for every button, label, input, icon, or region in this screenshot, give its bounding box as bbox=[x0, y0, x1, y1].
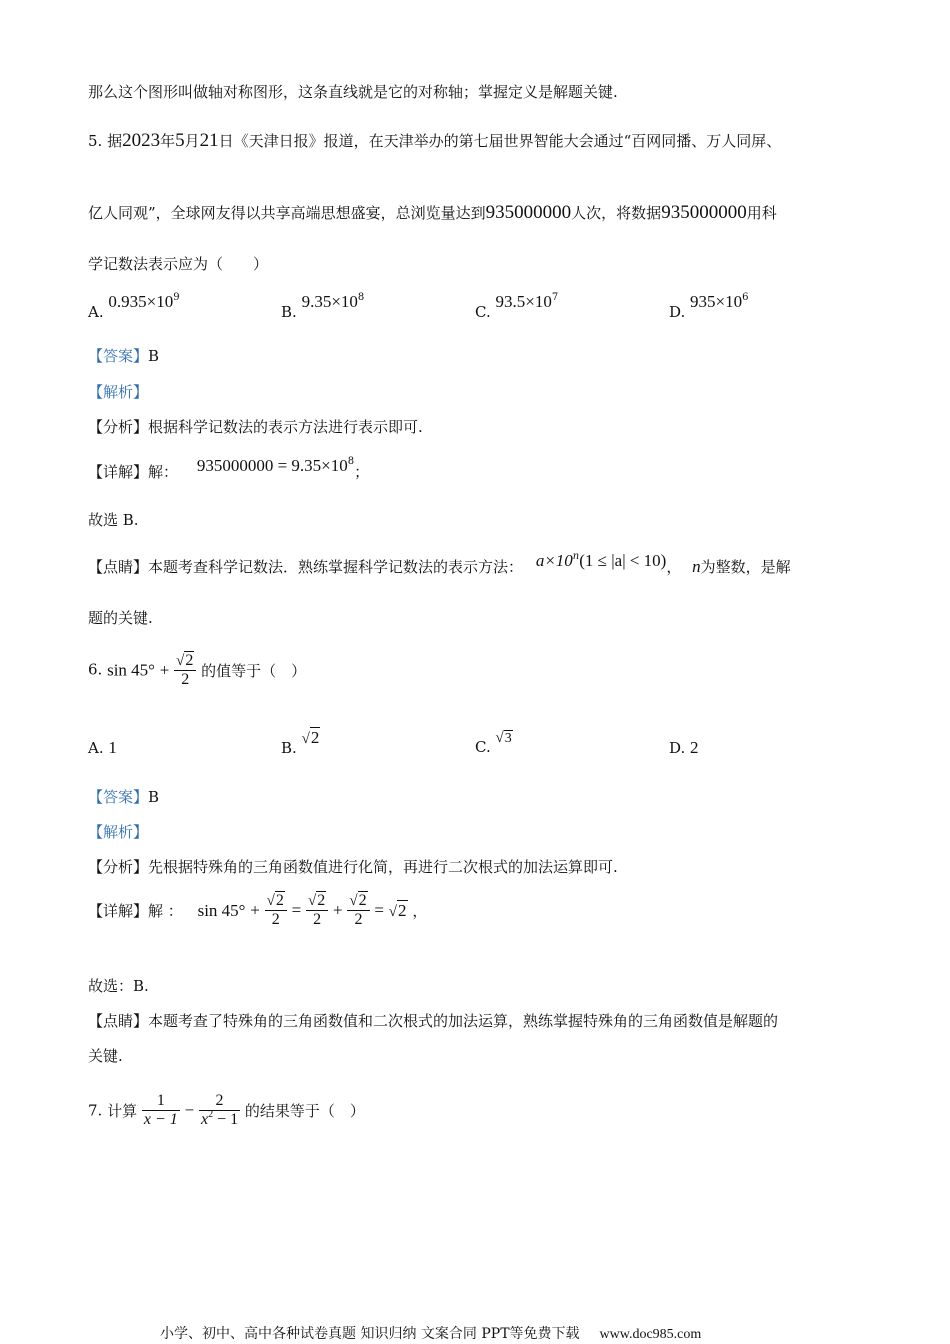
sqrt-icon: √2 bbox=[349, 892, 367, 909]
q5-fenxi: 【分析】根据科学记数法的表示方法进行表示即可. bbox=[88, 418, 423, 436]
q6-xiangjie: 【详解】解 ： sin 45° + $\frac{√2}{2}$ = $\frac{√2}{2}$ + $\frac{√2}{2}$ = √2 ， bbox=[88, 892, 428, 928]
q6-guxuan: 故选：B. bbox=[88, 977, 149, 995]
q5-answer: 【答案】B bbox=[88, 347, 160, 365]
q6-option-d[interactable]: D. 2 bbox=[669, 738, 699, 757]
sqrt-icon: √2 bbox=[301, 728, 320, 747]
q7-fraction-1: $\frac{1}{x - 1}$ bbox=[143, 1092, 178, 1128]
sqrt2-over-2: $\frac{√2}{2}$ bbox=[174, 652, 196, 689]
q6-fenxi: 【分析】先根据特殊角的三角函数值进行化简，再进行二次根式的加法运算即可. bbox=[88, 858, 618, 876]
q5-dianjing-line2: 题的关键. bbox=[88, 609, 153, 627]
q5-xiangjie: 【详解】解： $935000000 = 9.35\times 10^8$； bbox=[88, 456, 370, 481]
sqrt-icon: √2 bbox=[388, 900, 407, 920]
q5-day: 21 bbox=[199, 130, 219, 151]
q5-month: 5 bbox=[175, 130, 185, 151]
q5-number-1: 935000000 bbox=[485, 202, 572, 223]
q5-option-d[interactable]: D. $935\times 10^6$ bbox=[669, 292, 749, 321]
q5-stem-line1: 5. 据2023年5月21日《天津日报》报道，在天津举办的第七届世界智能大会通过“百网同播、万人同屏、 bbox=[88, 130, 782, 151]
q5-year: 2023 bbox=[122, 130, 161, 151]
q6-option-a[interactable]: A. 1 bbox=[88, 738, 117, 757]
answer-tag: 【答案】 bbox=[88, 788, 149, 806]
q6-dianjing-line2: 关键. bbox=[88, 1047, 123, 1065]
q7-stem: 7. 计算 $\frac{1}{x - 1}$ − $\frac{2}{x^2 - 1}$ 的结果等于（ ） bbox=[88, 1092, 365, 1128]
q5-analysis-tag: 【解析】 bbox=[88, 383, 149, 401]
q5-dianjing-line1: 【点睛】本题考查科学记数法．熟练掌握科学记数法的表示方法： $a\times 10^n(1 \le |a| < 10)$， n为整数，是解 bbox=[88, 551, 791, 576]
sqrt-icon: √3 bbox=[495, 730, 512, 746]
sqrt-icon: √2 bbox=[266, 892, 284, 909]
q5-stem-line3: 学记数法表示应为（ ） bbox=[88, 255, 269, 273]
q5-guxuan: 故选 B. bbox=[88, 511, 139, 529]
q6-stem: 6. sin 45° + $\frac{√2}{2}$ 的值等于（ ） bbox=[88, 652, 307, 688]
q6-dianjing-line1: 【点睛】本题考查了特殊角的三角函数值和二次根式的加法运算，熟练掌握特殊角的三角函数值是解题的 bbox=[88, 1012, 779, 1030]
sqrt-icon: √2 bbox=[308, 892, 326, 909]
q6-option-c[interactable]: C. √3 bbox=[475, 730, 512, 756]
q5-option-c[interactable]: C. $93.5\times 10^7$ bbox=[475, 292, 559, 321]
q5-number-2: 935000000 bbox=[661, 202, 747, 223]
q7-fraction-2: $\frac{2}{x^2 - 1}$ bbox=[200, 1092, 239, 1128]
q6-answer: 【答案】B bbox=[88, 788, 160, 806]
q6-option-b[interactable]: B. √2 bbox=[281, 728, 320, 757]
q5-option-a[interactable]: A. $0.935\times 10^9$ bbox=[88, 292, 180, 321]
q6-analysis-tag: 【解析】 bbox=[88, 823, 149, 841]
answer-tag: 【答案】 bbox=[88, 347, 149, 365]
q5-stem-line2: 亿人同观”，全球网友得以共享高端思想盛宴，总浏览量达到935000000人次，将数据935000000用科 bbox=[88, 202, 777, 223]
footer-url[interactable]: www.doc985.com bbox=[599, 1327, 702, 1342]
intro-line: 那么这个图形叫做轴对称图形，这条直线就是它的对称轴；掌握定义是解题关键. bbox=[88, 83, 618, 101]
page-footer: 小学、初中、高中各种试卷真题 知识归纳 文案合同 PPT等免费下载 www.doc985.com bbox=[160, 1326, 702, 1342]
sqrt-icon: √2 bbox=[176, 652, 194, 669]
q5-option-b[interactable]: B. $9.35\times 10^8$ bbox=[281, 292, 365, 321]
